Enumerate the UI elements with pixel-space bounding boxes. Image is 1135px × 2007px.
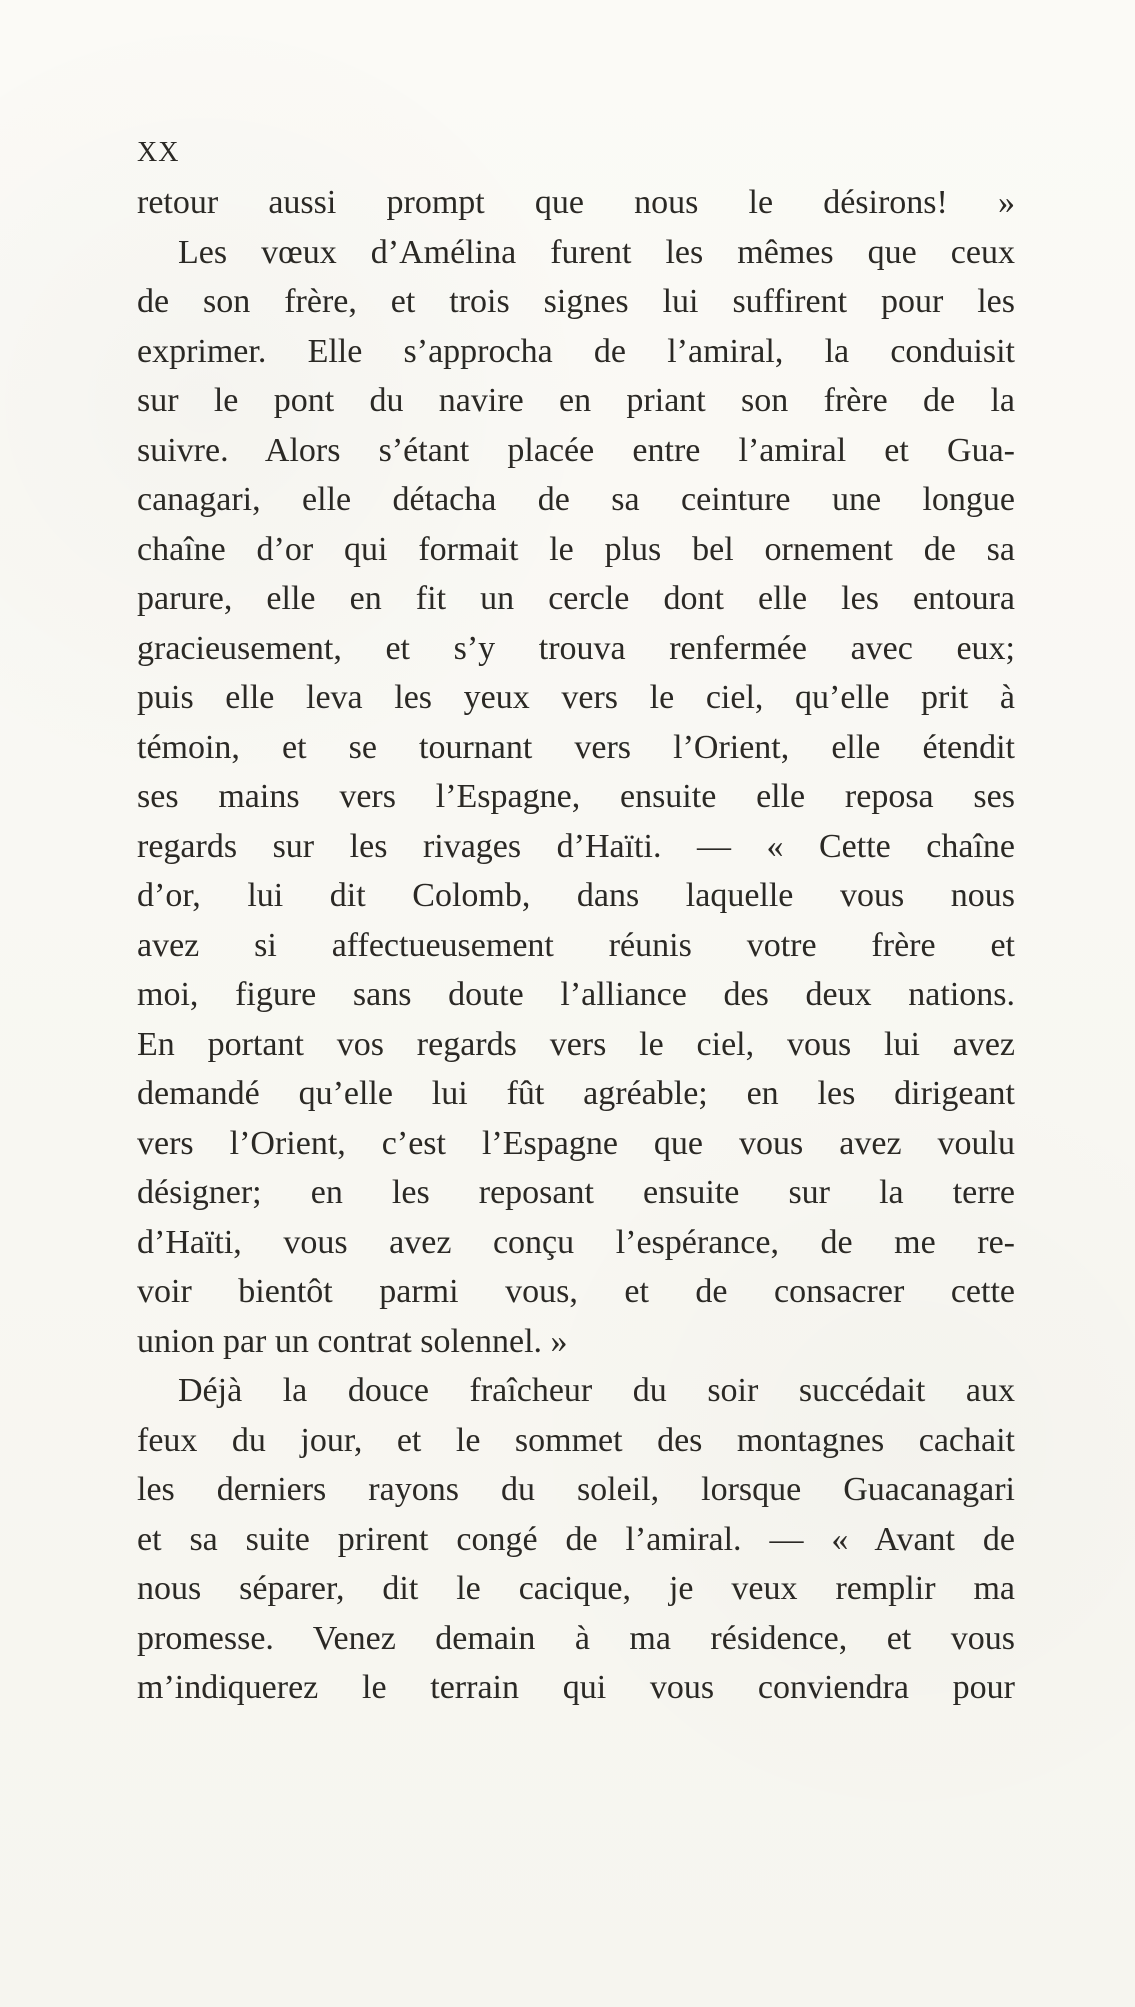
text-line: désigner; en les reposant ensuite sur la terre — [137, 1174, 1015, 1211]
text-line: et sa suite prirent congé de l’amiral. — « Avant de — [137, 1520, 1015, 1558]
text-line: témoin, et se tournant vers l’Orient, elle étendit — [137, 728, 1015, 766]
text-line: voir bientôt parmi vous, et de consacrer cette — [137, 1273, 1015, 1310]
text-line: promesse. Venez demain à ma résidence, et vous — [137, 1619, 1015, 1657]
text-line: demandé qu’elle lui fût agréable; en les dirigeant — [137, 1075, 1015, 1112]
text-line: Les vœux d’Amélina furent les mêmes que ceux — [178, 233, 1015, 271]
text-line: puis elle leva les yeux vers le ciel, qu’elle prit à — [137, 679, 1015, 716]
text-line: nous séparer, dit le cacique, je veux remplir ma — [137, 1570, 1015, 1607]
text-line: feux du jour, et le sommet des montagnes cachait — [137, 1421, 1015, 1459]
text-line: exprimer. Elle s’approcha de l’amiral, la conduisit — [137, 332, 1015, 370]
text-line: gracieusement, et s’y trouva renfermée avec eux; — [137, 629, 1015, 667]
text-line: moi, figure sans doute l’alliance des deux nations. — [137, 976, 1015, 1013]
text-line: ses mains vers l’Espagne, ensuite elle reposa ses — [137, 778, 1015, 815]
text-line: m’indiquerez le terrain qui vous conviendra pour — [137, 1669, 1015, 1706]
text-line: retour aussi prompt que nous le désirons! » — [137, 184, 1015, 221]
text-line: chaîne d’or qui formait le plus bel ornement de sa — [137, 530, 1015, 568]
text-line: canagari, elle détacha de sa ceinture une longue — [137, 481, 1015, 518]
text-line: Déjà la douce fraîcheur du soir succédait aux — [178, 1372, 1015, 1409]
text-line: parure, elle en fit un cercle dont elle les entoura — [137, 580, 1015, 617]
page-number: XX — [137, 137, 180, 168]
text-line: vers l’Orient, c’est l’Espagne que vous avez voulu — [137, 1124, 1015, 1162]
text-line: sur le pont du navire en priant son frère de la — [137, 382, 1015, 419]
page-text — [137, 178, 1015, 1713]
text-line: avez si affectueusement réunis votre frère et — [137, 926, 1015, 964]
text-line: les derniers rayons du soleil, lorsque Guacanagari — [137, 1471, 1015, 1508]
text-line: En portant vos regards vers le ciel, vous lui avez — [137, 1025, 1015, 1063]
text-line: union par un contrat solennel. » — [137, 1322, 568, 1360]
text-line: de son frère, et trois signes lui suffirent pour les — [137, 283, 1015, 320]
text-line: regards sur les rivages d’Haïti. — « Cette chaîne — [137, 827, 1015, 865]
text-line: d’Haïti, vous avez conçu l’espérance, de me re- — [137, 1223, 1015, 1261]
text-line: suivre. Alors s’étant placée entre l’amiral et Gua- — [137, 431, 1015, 469]
text-line: d’or, lui dit Colomb, dans laquelle vous nous — [137, 877, 1015, 914]
